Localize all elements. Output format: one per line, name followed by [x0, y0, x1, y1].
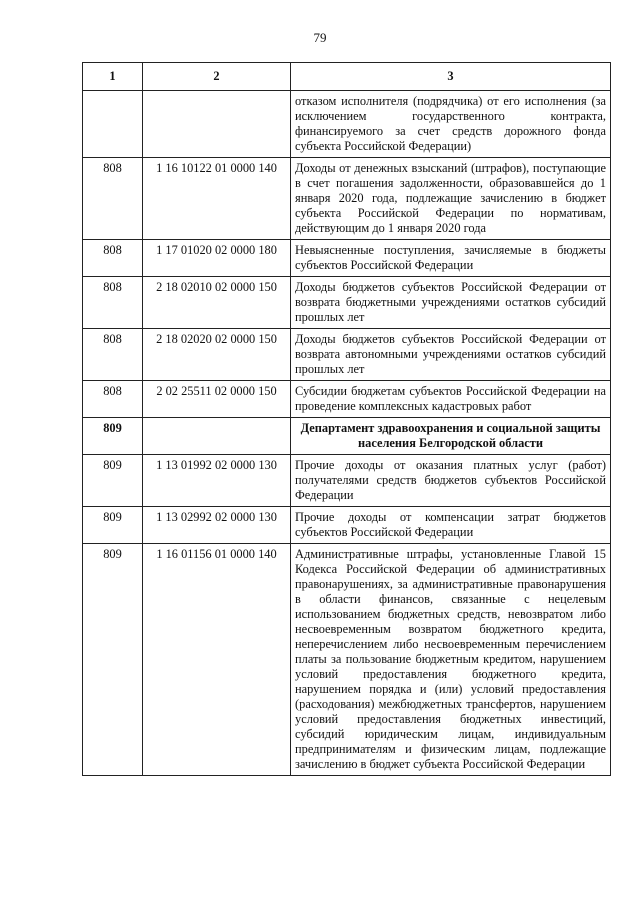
budget-classification-code-cell: [143, 418, 291, 455]
budget-classification-code-cell: 1 16 01156 01 0000 140: [143, 544, 291, 776]
revenue-description-cell: Субсидии бюджетам субъектов Российской Федерации на проведение комплексных кадастровых работ: [291, 381, 611, 418]
budget-classification-code-cell: 1 13 01992 02 0000 130: [143, 455, 291, 507]
table-row: [83, 455, 611, 507]
budget-classification-code-cell: 2 18 02020 02 0000 150: [143, 329, 291, 381]
header-row: [83, 63, 611, 91]
table-row: [83, 277, 611, 329]
revenue-description-cell: Прочие доходы от компенсации затрат бюджетов субъектов Российской Федерации: [291, 507, 611, 544]
revenue-description-cell: отказом исполнителя (подрядчика) от его исполнения (за исключением государственного контракта, финансируемого за счет средств дорожного фонда субъекта Российской Федерации): [291, 91, 611, 158]
budget-classification-code-cell: 2 18 02010 02 0000 150: [143, 277, 291, 329]
revenue-description-cell: Доходы бюджетов субъектов Российской Федерации от возврата бюджетными учреждениями остатков субсидий прошлых лет: [291, 277, 611, 329]
admin-code-cell: 809: [83, 418, 143, 455]
table-row: [83, 158, 611, 240]
table-row: [83, 381, 611, 418]
revenue-description-cell: Доходы от денежных взысканий (штрафов), поступающие в счет погашения задолженности, образовавшейся до 1 января 2020 года, подлежащие зачислению в бюджет субъекта Российской Федерации по нормативам, действующим до 1 января 2020 года: [291, 158, 611, 240]
budget-classification-code-cell: 1 17 01020 02 0000 180: [143, 240, 291, 277]
page-number: 79: [313, 30, 327, 45]
admin-code-cell: 809: [83, 544, 143, 776]
column-header-2: 2: [143, 63, 291, 91]
table-row: [83, 91, 611, 158]
revenue-description-cell: Департамент здравоохранения и социальной защиты населения Белгородской области: [291, 418, 611, 455]
admin-code-cell: [83, 91, 143, 158]
admin-code-cell: 808: [83, 329, 143, 381]
budget-classification-code-cell: 1 16 10122 01 0000 140: [143, 158, 291, 240]
table-header: [83, 63, 611, 91]
table-row: [83, 507, 611, 544]
column-header-1: 1: [83, 63, 143, 91]
table-body: [83, 91, 611, 776]
revenue-description-cell: Прочие доходы от оказания платных услуг (работ) получателями средств бюджетов субъектов Российской Федерации: [291, 455, 611, 507]
budget-classification-code-cell: [143, 91, 291, 158]
table-row: [83, 329, 611, 381]
admin-code-cell: 808: [83, 240, 143, 277]
admin-code-cell: 809: [83, 455, 143, 507]
admin-code-cell: 808: [83, 277, 143, 329]
budget-classification-code-cell: 2 02 25511 02 0000 150: [143, 381, 291, 418]
table-row: [83, 240, 611, 277]
budget-revenue-table: [82, 62, 611, 776]
revenue-description-cell: Доходы бюджетов субъектов Российской Федерации от возврата автономными учреждениями остатков субсидий прошлых лет: [291, 329, 611, 381]
column-header-3: 3: [291, 63, 611, 91]
revenue-description-cell: Невыясненные поступления, зачисляемые в бюджеты субъектов Российской Федерации: [291, 240, 611, 277]
revenue-description-cell: Административные штрафы, установленные Главой 15 Кодекса Российской Федерации об административных правонарушениях, за административные правонарушения в области финансов, связанные с нецелевым использованием бюджетных средств, невозвратом либо несвоевременным возвратом бюджетного кредита, неперечислением либо несвоевременным перечислением платы за пользование бюджетным кредитом, нарушением условий предоставления бюджетного кредита, нарушением порядка и (или) условий предоставления (расходования) межбюджетных трансфертов, нарушением условий предоставления бюджетных инвестиций, субсидий юридическим лицам, индивидуальным предпринимателям и физическим лицам, подлежащие зачислению в бюджет субъекта Российской Федерации: [291, 544, 611, 776]
budget-classification-code-cell: 1 13 02992 02 0000 130: [143, 507, 291, 544]
admin-code-cell: 808: [83, 381, 143, 418]
admin-code-cell: 808: [83, 158, 143, 240]
table-row: [83, 544, 611, 776]
admin-code-cell: 809: [83, 507, 143, 544]
department-row: [83, 418, 611, 455]
